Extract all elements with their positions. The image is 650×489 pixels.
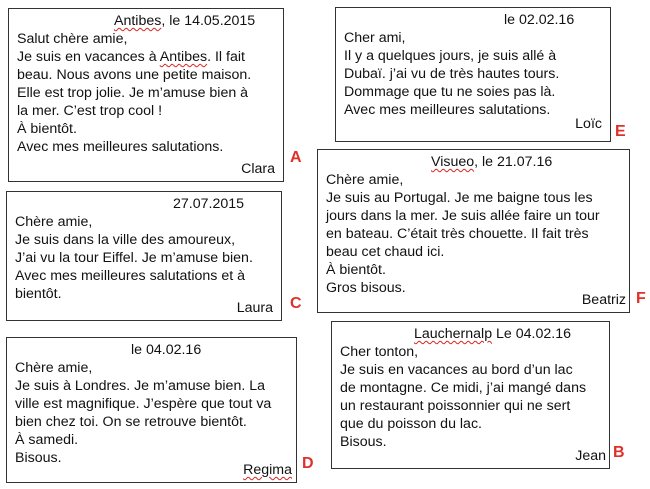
postcard-line: jours dans la mer. Je suis allée faire un tour [326,208,600,224]
postcard-letter-b: B [613,444,625,461]
postcard-line: Chère amie, [326,172,404,188]
postcard-signature: Clara [241,161,275,177]
postcard-line: Je suis en vacances au bord d’un lac [340,362,573,378]
postcard-line: Je suis à Londres. Je m’amuse bien. La [15,378,265,394]
postcard-line: Chère amie, [15,360,93,376]
postcard-signature: Loïc [575,116,602,132]
postcard-line: en bateau. C’était très chouette. Il fait très [326,226,589,242]
postcard-letter-c: C [290,295,302,312]
postcard-signature [243,461,292,479]
postcard-line: ville est magnifique. J’espère que tout va [15,396,272,412]
postcard-line: Bisous. [15,450,62,466]
postcard-line: Je suis dans la ville des amoureux, [15,232,236,248]
postcard-date-text: le 02.02.16 [504,12,575,28]
postcard-date-text: Le 04.02.16 [492,326,571,342]
postcard-line: bien chez toi. On se retrouve bientôt. [15,414,247,430]
postcard-line: Bisous. [340,434,387,450]
postcard-line: Cher ami, [344,30,406,46]
postcard-f [317,149,630,313]
postcard-line: Dommage que tu ne soies pas là. [344,84,556,100]
postcard-letter-d: D [302,455,314,472]
postcard-line: Elle est trop jolie. Je m’amuse bien à [17,85,249,101]
postcard-date-text: le 04.02.16 [131,342,202,358]
postcard-line-text: Je suis en vacances à Antibes. Il fait [17,49,245,65]
postcard-date [15,341,288,359]
postcard-signature: Laura [236,300,273,316]
postcard-line: Avec mes meilleures salutations et à [15,268,245,284]
postcard-place: Visueo [431,154,475,170]
postcard-place-mention: Antibes [159,49,208,65]
postcard-date [344,11,602,29]
postcard-date-text: , le 14.05.2015 [161,13,256,29]
postcard-line: Il y a quelques jours, je suis allé à [344,48,557,64]
postcard-line [17,48,275,66]
postcard-d [6,337,297,483]
postcard-line: beau cet chaud ici. [326,244,445,260]
postcard-line: bientôt. [15,286,62,302]
postcard-date-text: 27.07.2015 [173,196,245,212]
postcard-line: beau. Nous avons une petite maison. [17,67,252,83]
postcard-line: Salut chère amie, [17,31,128,47]
postcard-letter-a: A [290,149,302,166]
postcard-line: un restaurant poissonnier qui ne sert [340,398,571,414]
postcard-line: Chère amie, [15,214,93,230]
postcard-c [6,191,282,321]
postcard-line: À bientôt. [17,121,77,137]
postcard-date-text: , le 21.07.16 [474,154,553,170]
postcard-date [340,325,601,343]
postcard-date [17,12,275,30]
postcard-signature: Beatriz [581,292,626,308]
postcard-date [15,195,273,213]
postcard-letter-e: E [615,123,626,140]
postcard-letter-f: F [636,290,646,307]
postcard-line: la mer. C’est trop cool ! [17,103,163,119]
postcard-place: Antibes [114,13,162,29]
postcard-line: Je suis au Portugal. Je me baigne tous les [326,190,593,206]
postcard-line: À samedi. [15,432,79,448]
postcard-line: Avec mes meilleures salutations. [344,102,551,118]
postcard-e [335,7,611,142]
postcard-line: Avec mes meilleures salutations. [17,139,224,155]
postcard-line: J’ai vu la tour Eiffel. Je m’amuse bien. [15,250,253,266]
postcard-line: Gros bisous. [326,280,406,296]
postcard-a [8,8,284,182]
postcard-date [326,153,621,171]
postcard-b [331,321,610,469]
postcard-line: À bientôt. [326,262,386,278]
postcard-place: Lauchernalp [414,326,493,342]
postcard-line: que du poisson du lac. [340,416,482,432]
postcard-line: de montagne. Ce midi, j’ai mangé dans [340,380,587,396]
postcard-line: Dubaï. j’ai vu de très hautes tours. [344,66,560,82]
postcard-signature-text: Regima [243,462,292,478]
postcard-signature: Jean [575,448,606,464]
postcard-line: Cher tonton, [340,344,419,360]
